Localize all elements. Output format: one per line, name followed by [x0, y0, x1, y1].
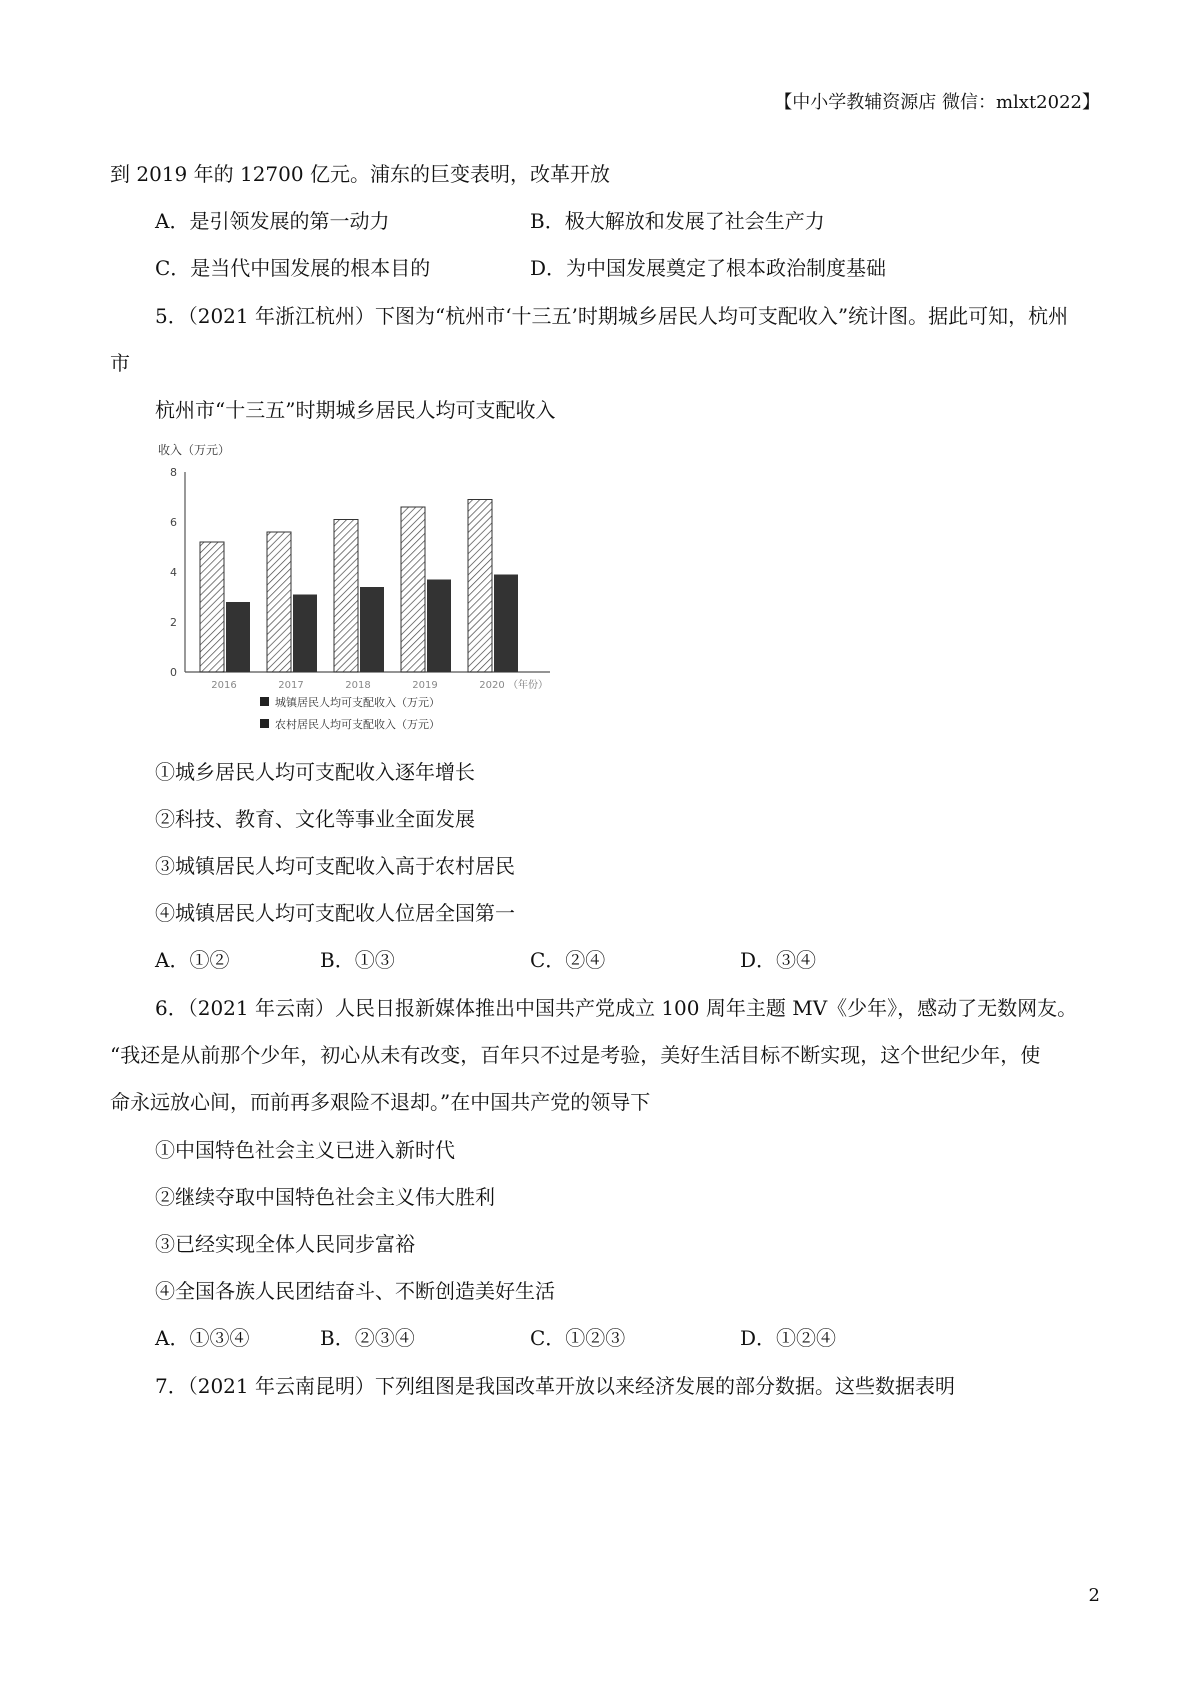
- q5-stem-line2: 市: [110, 351, 130, 375]
- bar-rural-2020: [494, 575, 518, 673]
- q6-statement-1: ①中国特色社会主义已进入新时代: [155, 1138, 455, 1162]
- q6-option-b: B．②③④: [320, 1326, 415, 1350]
- q7-stem: 7．（2021 年云南昆明）下列组图是我国改革开放以来经济发展的部分数据。这些数据表明: [155, 1374, 955, 1398]
- bar-rural-2017: [293, 595, 317, 673]
- bar-urban-2017: [267, 532, 291, 672]
- bar-rural-2016: [226, 602, 250, 672]
- bar-rural-2018: [360, 587, 384, 672]
- y-tick-label: 6: [170, 516, 177, 529]
- legend-swatch: [260, 719, 269, 728]
- bar-urban-2016: [200, 542, 224, 672]
- legend-swatch: [260, 697, 269, 706]
- bar-urban-2018: [334, 520, 358, 673]
- x-tick-label: 2016: [211, 680, 237, 691]
- q6-statement-4: ④全国各族人民团结奋斗、不断创造美好生活: [155, 1279, 555, 1303]
- q5-statement-4: ④城镇居民人均可支配收人位居全国第一: [155, 901, 515, 925]
- q6-statement-3: ③已经实现全体人民同步富裕: [155, 1232, 415, 1256]
- q5-statement-1: ①城乡居民人均可支配收入逐年增长: [155, 760, 475, 784]
- q6-stem-line3: 命永远放心间，而前再多艰险不退却。”在中国共产党的领导下: [110, 1090, 651, 1114]
- bar-rural-2019: [427, 580, 451, 673]
- q5-option-c: C．②④: [530, 948, 606, 972]
- x-tick-label: 2017: [278, 680, 304, 691]
- q4-option-a: A．是引领发展的第一动力: [155, 209, 390, 233]
- q6-statement-2: ②继续夺取中国特色社会主义伟大胜利: [155, 1185, 495, 1209]
- q6-option-d: D．①②④: [740, 1326, 837, 1350]
- q5-stem-line1: 5．（2021 年浙江杭州）下图为“杭州市‘十三五’时期城乡居民人均可支配收入”统计图。据此可知，杭州: [155, 304, 1069, 328]
- q5-statement-2: ②科技、教育、文化等事业全面发展: [155, 807, 475, 831]
- x-tick-label: 2018: [345, 680, 371, 691]
- y-tick-label: 4: [170, 566, 177, 579]
- q5-statement-3: ③城镇居民人均可支配收入高于农村居民: [155, 854, 515, 878]
- bar-urban-2020: [468, 500, 492, 673]
- q5-option-d: D．③④: [740, 948, 817, 972]
- header-watermark: 【中小学教辅资源店 微信：mlxt2022】: [774, 92, 1100, 113]
- y-tick-label: 2: [170, 616, 177, 629]
- q6-stem-line1: 6．（2021 年云南）人民日报新媒体推出中国共产党成立 100 周年主题 MV《少年》，感动了无数网友。: [155, 996, 1078, 1020]
- q4-option-d: D．为中国发展奠定了根本政治制度基础: [530, 256, 887, 280]
- q6-option-a: A．①③④: [155, 1326, 250, 1350]
- q4-option-c: C．是当代中国发展的根本目的: [155, 256, 431, 280]
- x-tick-label: 2019: [412, 680, 438, 691]
- y-tick-label: 8: [170, 466, 177, 479]
- q6-stem-line2: “我还是从前那个少年，初心从未有改变，百年只不过是考验，美好生活目标不断实现，这个世纪少年，使: [110, 1043, 1041, 1067]
- q5-figure-title: 杭州市“十三五”时期城乡居民人均可支配收入: [155, 398, 556, 422]
- q4-stem-tail: 到 2019 年的 12700 亿元。浦东的巨变表明，改革开放: [110, 162, 610, 186]
- y-tick-label: 0: [170, 666, 177, 679]
- legend-label: 农村居民人均可支配收入（万元）: [275, 718, 440, 731]
- q5-option-b: B．①③: [320, 948, 395, 972]
- x-axis-label: （年份）: [508, 680, 548, 691]
- page-number: 2: [1088, 1585, 1100, 1606]
- income-bar-chart: [150, 440, 600, 740]
- q6-option-c: C．①②③: [530, 1326, 626, 1350]
- legend-label: 城镇居民人均可支配收入（万元）: [275, 696, 440, 709]
- bar-urban-2019: [401, 507, 425, 672]
- q4-option-b: B．极大解放和发展了社会生产力: [530, 209, 825, 233]
- x-tick-label: 2020: [479, 680, 505, 691]
- y-axis-label: 收入（万元）: [158, 443, 231, 457]
- q5-option-a: A．①②: [155, 948, 230, 972]
